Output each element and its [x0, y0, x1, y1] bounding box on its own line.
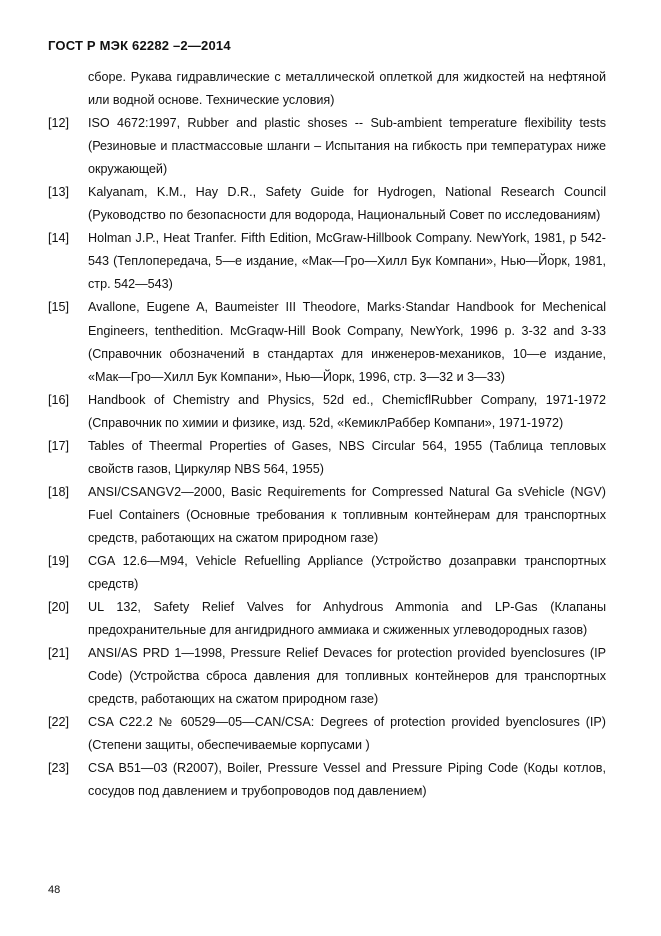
reference-number: [18] [48, 484, 70, 499]
reference-number: [22] [48, 715, 70, 730]
reference-text: ISO 4672:1997, Rubber and plastic shoses -- Sub-ambient temperature flexibility tests (Резиновые и пластмассовые шланги – Испытания на гибкость при температурах ниже окружающей) [88, 116, 606, 177]
reference-number: [21] [48, 646, 70, 661]
reference-number: [20] [48, 600, 70, 615]
reference-number: [16] [48, 392, 70, 407]
reference-text: CGA 12.6—M94, Vehicle Refuelling Appliance (Устройство дозаправки транспортных средств) [88, 553, 606, 592]
reference-item [48, 227, 606, 296]
reference-text: сборе. Рукава гидравлические с металлической оплеткой для жидкостей на нефтяной или водной основе. Технические условия) [88, 70, 606, 108]
reference-list [48, 66, 606, 804]
reference-item [48, 66, 606, 112]
reference-item [48, 181, 606, 227]
reference-text: Kalyanam, K.M., Hay D.R., Safety Guide for Hydrogen, National Research Council (Руководство по безопасности для водорода, Национальный Совет по исследованиям) [88, 185, 606, 223]
reference-item [48, 481, 606, 550]
document-header: ГОСТ Р МЭК 62282 –2—2014 [48, 38, 231, 53]
reference-item [48, 757, 606, 803]
reference-number: [15] [48, 300, 70, 315]
reference-number: [23] [48, 761, 70, 776]
reference-number: [14] [48, 231, 70, 246]
reference-text: CSA C22.2 № 60529—05—CAN/CSA: Degrees of protection provided byenclosures (IP) (Степени защиты, обеспечиваемые корпусами ) [88, 715, 606, 753]
reference-item [48, 389, 606, 435]
reference-text: Tables of Theermal Properties of Gases, NBS Circular 564, 1955 (Таблица тепловых свойств газов, Циркуляр NBS 564, 1955) [88, 438, 606, 476]
page-number: 48 [48, 884, 61, 896]
reference-text: CSA B51—03 (R2007), Boiler, Pressure Vessel and Pressure Piping Code (Коды котлов, сосудов под давлением и трубопроводов под давлением) [88, 761, 606, 799]
reference-item [48, 711, 606, 757]
reference-number [48, 66, 88, 112]
reference-text: ANSI/CSANGV2—2000, Basic Requirements for Compressed Natural Ga sVehicle (NGV) Fuel Containers (Основные требования к топливным контейнерам для транспортных средств, работающих на сжатом природном газе) [88, 484, 606, 545]
reference-item [48, 112, 606, 181]
reference-text: Avallone, Eugene A, Baumeister III Theodore, Marks·Standar Handbook for Mechenical Engineers, tenthedition. McGraqw-Hill Book Company, NewYork, 1996 p. 3-32 and 3-33 (Справочник обозначений в стандартах для инженеров-механиков, 10—е издание, «Мак—Гро—Хилл Бук Компани», Нью—Йорк, 1996, стр. 3—32 и 3—33) [88, 300, 606, 384]
reference-item [48, 642, 606, 711]
reference-text: Holman J.P., Heat Tranfer. Fifth Edition, McGraw-Hillbook Company. NewYork, 1981, p 542-543 (Теплопередача, 5—е издание, «Мак—Гро—Хилл Бук Компани», Нью—Йорк, 1981, стр. 542—543) [88, 231, 606, 292]
reference-text: Handbook of Chemistry and Physics, 52d ed., ChemicflRubber Company, 1971-1972 (Справочник по химии и физике, изд. 52d, «КемиклРаббер Компани», 1971-1972) [88, 392, 606, 430]
reference-number: [12] [48, 116, 70, 131]
reference-text: ANSI/AS PRD 1—1998, Pressure Relief Devaces for protection provided byenclosures (IP Code) (Устройства сброса давления для топливных контейнеров для транспортных средств, работающих на сжатом природном газе) [88, 646, 606, 707]
reference-number: [13] [48, 185, 70, 200]
reference-text: UL 132, Safety Relief Valves for Anhydrous Ammonia and LP-Gas (Клапаны предохранительные для ангидридного аммиака и сжиженных углеводородных газов) [88, 600, 606, 638]
reference-item [48, 435, 606, 481]
reference-number: [17] [48, 438, 70, 453]
reference-item [48, 296, 606, 388]
reference-item [48, 550, 606, 596]
reference-number: [19] [48, 553, 70, 568]
reference-item [48, 596, 606, 642]
